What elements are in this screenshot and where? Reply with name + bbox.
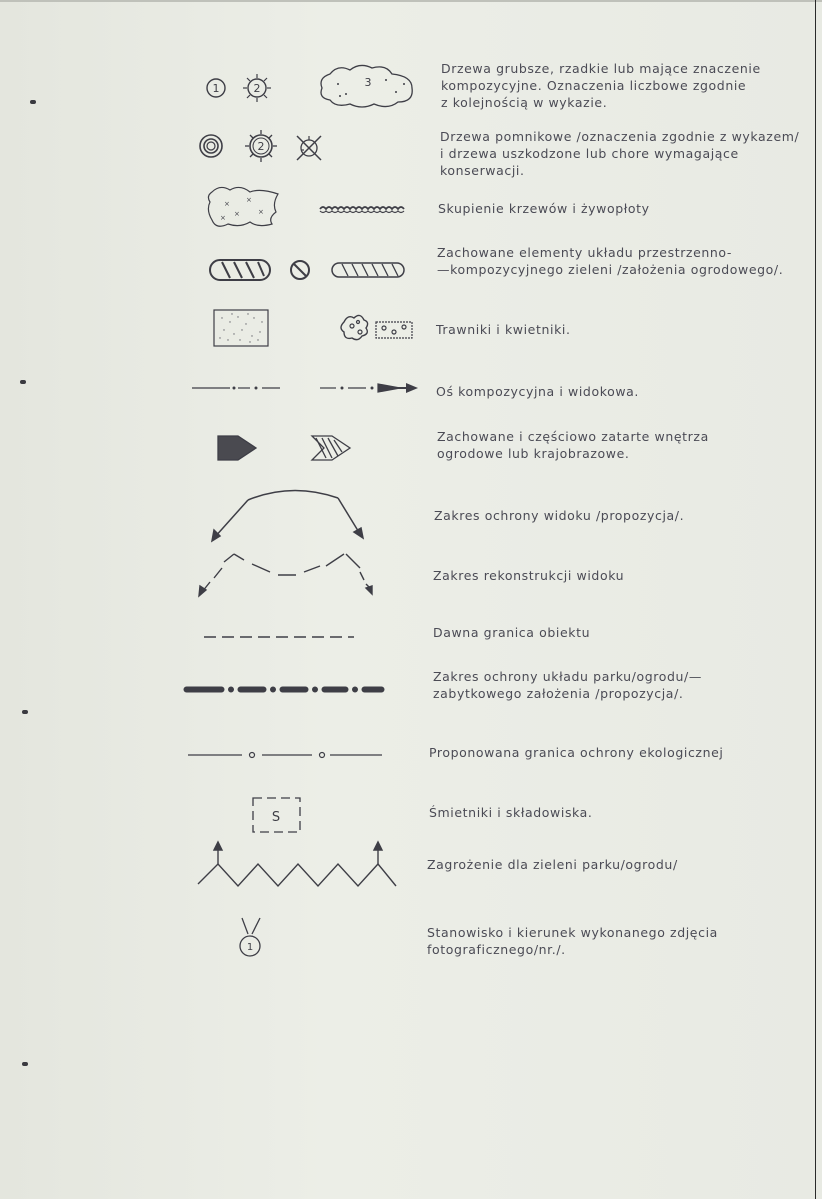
symbol-label-2b: 2 [257,140,265,153]
axis-symbol [190,378,430,402]
photo-station-symbol [236,914,276,968]
svg-text:×: × [246,196,252,204]
legend-item-11-text: Proponowana granica ochrony ekologicznej [429,745,724,760]
symbol-label-photo: 1 [246,942,254,953]
legend-item-1-text: Drzewa pomnikowe /oznaczenia zgodnie z wykazem/ i drzewa uszkodzone lub chore wymagające konserwacji. [440,129,800,178]
view-reconstruction-symbol [196,548,386,608]
dump-symbol [250,794,310,842]
monument-tree-symbol [196,128,336,172]
legend-item-6-text: Zachowane i częściowo zatarte wnętrza ogrodowe lub krajobrazowe. [437,429,709,461]
park-protection-range-symbol [182,682,392,701]
legend-item-4-text: Trawniki i kwietniki. [436,322,571,337]
legend-item-14-text: Stanowisko i kierunek wykonanego zdjęcia fotograficznego/nr./. [427,925,718,957]
punch-mark [22,710,28,714]
punch-mark [22,1062,28,1066]
legend-item-9-text: Dawna granica obiektu [433,625,591,640]
punch-mark [20,380,26,384]
svg-text:×: × [220,214,226,222]
symbol-label-s: S [271,810,281,825]
shrub-symbol [206,184,406,238]
lawn-symbol [212,308,422,352]
symbol-label-1: 1 [212,82,220,95]
legend-item-3-text: Zachowane elementy układu przestrzenno- —kompozycyjnego zieleni /założenia ogrodowego/. [437,245,784,277]
former-boundary-symbol [204,628,364,647]
svg-text:×: × [258,208,264,216]
garden-interior-symbol [214,432,364,468]
punch-mark [30,100,36,104]
legend-item-8-text: Zakres rekonstrukcji widoku [433,568,625,583]
legend-item-5-text: Oś kompozycyjna i widokowa. [436,384,640,399]
legend-item-2-text: Skupienie krzewów i żywopłoty [438,201,650,216]
view-protection-symbol [210,488,370,552]
legend-item-0-text: Drzewa grubsze, rzadkie lub mające znaczenie kompozycyjne. Oznaczenia liczbowe zgodnie z kolejnością w wykazie. [441,61,761,110]
legend-item-13-text: Zagrożenie dla zieleni parku/ogrodu/ [427,857,678,872]
legend-item-12-text: Śmietniki i składowiska. [429,805,593,820]
page-right-edge [815,0,816,1199]
tree-symbol-numbered [200,62,420,116]
svg-text:×: × [234,210,240,218]
ecological-boundary-symbol [186,746,386,765]
legend-item-10-text: Zakres ochrony układu parku/ogrodu/— zabytkowego założenia /propozycja/. [433,669,702,701]
svg-text:×: × [224,200,230,208]
symbol-label-3: 3 [364,76,372,89]
threat-symbol [194,840,404,894]
symbol-label-2: 2 [253,82,261,95]
composition-elements-symbol [208,256,408,290]
legend-item-7-text: Zakres ochrony widoku /propozycja/. [434,508,685,523]
page-top-edge [0,0,822,2]
